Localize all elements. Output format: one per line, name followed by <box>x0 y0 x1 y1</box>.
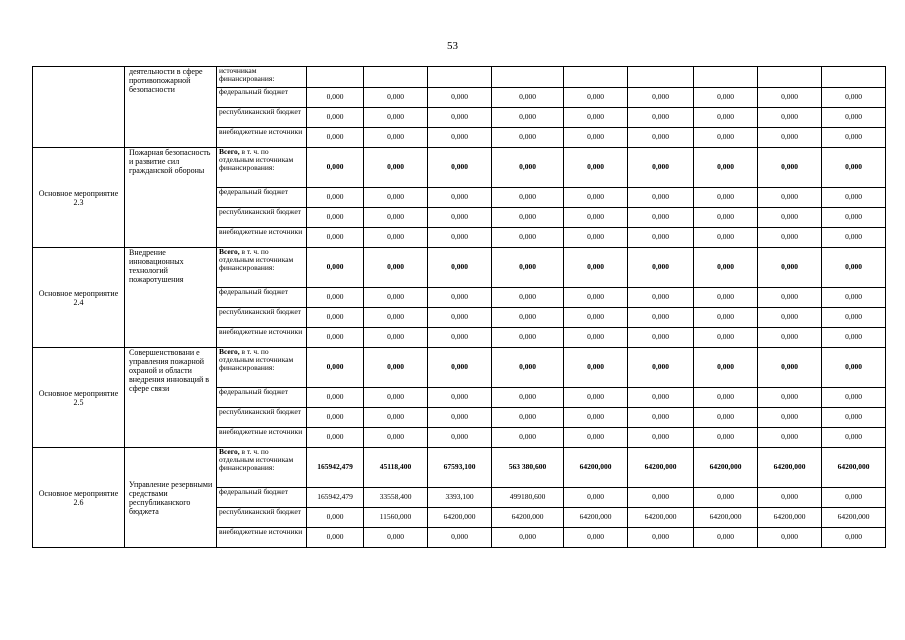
value-cell: 0,000 <box>428 388 492 408</box>
value-cell <box>822 67 886 88</box>
value-cell: 0,000 <box>492 228 564 248</box>
table-row <box>33 148 886 188</box>
value-cell: 0,000 <box>428 128 492 148</box>
funding-source-text: федеральный бюджет <box>219 487 289 496</box>
value-cell: 0,000 <box>628 528 694 548</box>
funding-source-text: в т. ч. по отдельным источникам финансирования: <box>219 447 294 473</box>
value-cell: 0,000 <box>307 328 364 348</box>
table-row <box>33 67 886 88</box>
value-cell: 0,000 <box>364 528 428 548</box>
value-cell: 0,000 <box>628 148 694 188</box>
value-cell: 0,000 <box>822 348 886 388</box>
value-cell: 0,000 <box>564 488 628 508</box>
funding-source-text: республиканский бюджет <box>219 307 301 316</box>
value-cell: 0,000 <box>822 308 886 328</box>
value-cell: 0,000 <box>628 208 694 228</box>
value-cell: 0,000 <box>492 528 564 548</box>
description-cell: Пожарная безопасность и развитие сил гражданской обороны <box>125 148 217 248</box>
value-cell: 0,000 <box>628 388 694 408</box>
value-cell: 0,000 <box>694 348 758 388</box>
value-cell: 0,000 <box>428 328 492 348</box>
value-cell <box>492 67 564 88</box>
value-cell: 0,000 <box>492 208 564 228</box>
value-cell: 0,000 <box>364 208 428 228</box>
value-cell: 0,000 <box>564 308 628 328</box>
funding-source-text: внебюджетные источники <box>219 127 303 136</box>
funding-source-text: федеральный бюджет <box>219 287 289 296</box>
value-cell: 0,000 <box>628 428 694 448</box>
funding-source-label <box>217 428 307 448</box>
funding-source-label <box>217 308 307 328</box>
funding-source-label <box>217 148 307 188</box>
value-cell: 0,000 <box>758 308 822 328</box>
value-cell: 0,000 <box>307 428 364 448</box>
funding-source-label <box>217 228 307 248</box>
value-cell: 0,000 <box>758 148 822 188</box>
funding-source-text: в т. ч. по отдельным источникам финансирования: <box>219 247 294 273</box>
value-cell: 64200,000 <box>628 508 694 528</box>
value-cell: 0,000 <box>564 248 628 288</box>
funding-source-label <box>217 108 307 128</box>
value-cell: 0,000 <box>364 228 428 248</box>
value-cell: 0,000 <box>307 408 364 428</box>
value-cell: 0,000 <box>628 128 694 148</box>
value-cell: 0,000 <box>307 248 364 288</box>
funding-source-label <box>217 488 307 508</box>
total-label-bold: Всего, <box>219 347 240 356</box>
value-cell: 0,000 <box>628 488 694 508</box>
value-cell: 0,000 <box>758 328 822 348</box>
value-cell: 0,000 <box>758 428 822 448</box>
value-cell: 0,000 <box>564 208 628 228</box>
value-cell: 0,000 <box>694 288 758 308</box>
value-cell: 0,000 <box>428 188 492 208</box>
value-cell: 0,000 <box>822 488 886 508</box>
value-cell: 0,000 <box>492 128 564 148</box>
value-cell: 0,000 <box>822 88 886 108</box>
value-cell: 0,000 <box>307 388 364 408</box>
value-cell: 0,000 <box>822 248 886 288</box>
value-cell: 64200,000 <box>428 508 492 528</box>
value-cell: 0,000 <box>428 88 492 108</box>
value-cell: 0,000 <box>364 88 428 108</box>
value-cell: 0,000 <box>694 248 758 288</box>
description-cell: Внедрение инновационных технологий пожаротушения <box>125 248 217 348</box>
value-cell: 0,000 <box>628 288 694 308</box>
value-cell: 0,000 <box>694 88 758 108</box>
funding-source-text: федеральный бюджет <box>219 87 289 96</box>
value-cell: 0,000 <box>307 108 364 128</box>
value-cell: 0,000 <box>758 248 822 288</box>
value-cell <box>628 67 694 88</box>
value-cell: 0,000 <box>822 128 886 148</box>
value-cell: 0,000 <box>564 528 628 548</box>
funding-source-label <box>217 328 307 348</box>
funding-source-text: республиканский бюджет <box>219 407 301 416</box>
value-cell: 0,000 <box>564 388 628 408</box>
description-cell: Совершенствовани е управления пожарной охраной и области внедрения инноваций в сфере связи <box>125 348 217 448</box>
value-cell: 0,000 <box>758 128 822 148</box>
activity-cell: Основное мероприятие 2.3 <box>33 148 125 248</box>
value-cell: 0,000 <box>428 288 492 308</box>
value-cell: 0,000 <box>564 128 628 148</box>
value-cell: 0,000 <box>758 188 822 208</box>
value-cell: 0,000 <box>307 348 364 388</box>
value-cell: 64200,000 <box>758 508 822 528</box>
value-cell: 0,000 <box>307 188 364 208</box>
value-cell: 0,000 <box>694 428 758 448</box>
value-cell: 0,000 <box>364 288 428 308</box>
funding-source-label <box>217 408 307 428</box>
value-cell: 0,000 <box>492 348 564 388</box>
table-row <box>33 248 886 288</box>
total-label-bold: Всего, <box>219 447 240 456</box>
value-cell: 0,000 <box>364 148 428 188</box>
value-cell: 0,000 <box>758 228 822 248</box>
value-cell: 64200,000 <box>492 508 564 528</box>
value-cell: 0,000 <box>492 328 564 348</box>
value-cell: 0,000 <box>307 528 364 548</box>
value-cell: 0,000 <box>628 108 694 128</box>
value-cell: 0,000 <box>694 308 758 328</box>
value-cell: 64200,000 <box>564 508 628 528</box>
value-cell: 64200,000 <box>628 448 694 488</box>
value-cell: 0,000 <box>364 308 428 328</box>
value-cell: 0,000 <box>307 128 364 148</box>
value-cell: 0,000 <box>564 228 628 248</box>
value-cell: 0,000 <box>307 208 364 228</box>
funding-source-label <box>217 508 307 528</box>
value-cell: 45118,400 <box>364 448 428 488</box>
budget-table <box>32 66 886 548</box>
funding-source-label <box>217 448 307 488</box>
value-cell: 0,000 <box>307 228 364 248</box>
value-cell: 0,000 <box>822 388 886 408</box>
value-cell: 64200,000 <box>694 448 758 488</box>
funding-source-label <box>217 348 307 388</box>
value-cell: 0,000 <box>758 288 822 308</box>
funding-source-text: внебюджетные источники <box>219 327 303 336</box>
value-cell: 0,000 <box>428 228 492 248</box>
funding-source-label <box>217 388 307 408</box>
page-number: 53 <box>447 40 458 52</box>
value-cell: 499180,600 <box>492 488 564 508</box>
value-cell: 0,000 <box>758 388 822 408</box>
value-cell: 0,000 <box>564 348 628 388</box>
value-cell: 0,000 <box>492 388 564 408</box>
value-cell: 0,000 <box>822 228 886 248</box>
value-cell: 165942,479 <box>307 448 364 488</box>
value-cell: 11560,000 <box>364 508 428 528</box>
value-cell: 0,000 <box>492 148 564 188</box>
value-cell: 0,000 <box>564 108 628 128</box>
value-cell: 0,000 <box>628 228 694 248</box>
funding-source-label <box>217 67 307 88</box>
value-cell: 0,000 <box>628 188 694 208</box>
value-cell: 0,000 <box>822 188 886 208</box>
value-cell: 64200,000 <box>822 508 886 528</box>
value-cell: 0,000 <box>758 408 822 428</box>
funding-source-text: внебюджетные источники <box>219 227 303 236</box>
value-cell <box>364 67 428 88</box>
value-cell: 3393,100 <box>428 488 492 508</box>
activity-cell: Основное мероприятие 2.6 <box>33 448 125 548</box>
description-cell: Управление резервными средствами республиканского бюджета <box>125 448 217 548</box>
value-cell: 0,000 <box>628 328 694 348</box>
value-cell: 0,000 <box>564 408 628 428</box>
value-cell: 0,000 <box>364 408 428 428</box>
funding-source-text: республиканский бюджет <box>219 107 301 116</box>
activity-cell <box>33 67 125 148</box>
value-cell: 0,000 <box>564 428 628 448</box>
funding-source-text: внебюджетные источники <box>219 527 303 536</box>
value-cell: 0,000 <box>758 488 822 508</box>
value-cell: 0,000 <box>758 528 822 548</box>
value-cell: 0,000 <box>492 248 564 288</box>
funding-source-text: республиканский бюджет <box>219 507 301 516</box>
total-label-bold: Всего, <box>219 247 240 256</box>
value-cell: 0,000 <box>758 348 822 388</box>
value-cell: 0,000 <box>694 148 758 188</box>
value-cell: 0,000 <box>364 188 428 208</box>
funding-source-label <box>217 188 307 208</box>
value-cell: 0,000 <box>758 108 822 128</box>
value-cell: 0,000 <box>758 88 822 108</box>
value-cell: 0,000 <box>628 308 694 328</box>
value-cell: 0,000 <box>428 528 492 548</box>
value-cell: 0,000 <box>628 248 694 288</box>
value-cell <box>428 67 492 88</box>
value-cell: 0,000 <box>492 428 564 448</box>
funding-source-text: в т. ч. по отдельным источникам финансирования: <box>219 147 294 173</box>
value-cell: 0,000 <box>428 408 492 428</box>
total-label-bold: Всего, <box>219 147 240 156</box>
activity-cell: Основное мероприятие 2.4 <box>33 248 125 348</box>
value-cell: 0,000 <box>428 148 492 188</box>
value-cell: 0,000 <box>628 408 694 428</box>
value-cell: 0,000 <box>307 148 364 188</box>
value-cell: 0,000 <box>694 188 758 208</box>
value-cell: 0,000 <box>428 308 492 328</box>
value-cell: 0,000 <box>822 428 886 448</box>
value-cell: 0,000 <box>628 348 694 388</box>
value-cell: 0,000 <box>822 528 886 548</box>
value-cell: 0,000 <box>428 428 492 448</box>
value-cell: 64200,000 <box>822 448 886 488</box>
value-cell: 0,000 <box>822 108 886 128</box>
value-cell: 0,000 <box>492 308 564 328</box>
value-cell: 165942,479 <box>307 488 364 508</box>
funding-source-label <box>217 528 307 548</box>
activity-cell: Основное мероприятие 2.5 <box>33 348 125 448</box>
funding-source-label <box>217 208 307 228</box>
table-row <box>33 348 886 388</box>
value-cell: 0,000 <box>364 328 428 348</box>
value-cell: 0,000 <box>492 108 564 128</box>
value-cell: 0,000 <box>822 208 886 228</box>
funding-source-text: внебюджетные источники <box>219 427 303 436</box>
value-cell: 0,000 <box>492 88 564 108</box>
value-cell: 0,000 <box>564 148 628 188</box>
funding-source-text: федеральный бюджет <box>219 387 289 396</box>
value-cell: 0,000 <box>694 408 758 428</box>
value-cell: 0,000 <box>822 328 886 348</box>
value-cell: 0,000 <box>364 428 428 448</box>
value-cell: 0,000 <box>364 248 428 288</box>
value-cell: 67593,100 <box>428 448 492 488</box>
funding-source-label <box>217 128 307 148</box>
value-cell: 0,000 <box>364 388 428 408</box>
value-cell: 0,000 <box>758 208 822 228</box>
value-cell <box>694 67 758 88</box>
funding-source-label <box>217 88 307 108</box>
funding-source-text: в т. ч. по отдельным источникам финансирования: <box>219 347 294 373</box>
value-cell: 0,000 <box>564 88 628 108</box>
value-cell: 0,000 <box>307 288 364 308</box>
value-cell <box>307 67 364 88</box>
description-cell: деятельности в сфере противопожарной безопасности <box>125 67 217 148</box>
table-row <box>33 448 886 488</box>
value-cell: 0,000 <box>428 248 492 288</box>
value-cell: 0,000 <box>428 348 492 388</box>
funding-source-text: республиканский бюджет <box>219 207 301 216</box>
value-cell: 563 380,600 <box>492 448 564 488</box>
value-cell: 0,000 <box>628 88 694 108</box>
value-cell: 0,000 <box>694 108 758 128</box>
value-cell: 0,000 <box>364 128 428 148</box>
funding-source-text: федеральный бюджет <box>219 187 289 196</box>
value-cell: 0,000 <box>364 108 428 128</box>
value-cell: 0,000 <box>822 148 886 188</box>
funding-source-label <box>217 248 307 288</box>
value-cell: 33558,400 <box>364 488 428 508</box>
value-cell: 0,000 <box>564 188 628 208</box>
value-cell: 0,000 <box>694 208 758 228</box>
value-cell: 0,000 <box>307 308 364 328</box>
value-cell: 64200,000 <box>694 508 758 528</box>
value-cell: 0,000 <box>492 288 564 308</box>
value-cell: 0,000 <box>694 528 758 548</box>
funding-source-text: источникам финансирования: <box>219 66 275 84</box>
value-cell: 0,000 <box>492 188 564 208</box>
value-cell: 0,000 <box>564 328 628 348</box>
value-cell <box>758 67 822 88</box>
value-cell: 0,000 <box>428 108 492 128</box>
value-cell: 0,000 <box>307 88 364 108</box>
value-cell: 0,000 <box>694 328 758 348</box>
value-cell: 0,000 <box>364 348 428 388</box>
value-cell: 0,000 <box>822 408 886 428</box>
value-cell: 0,000 <box>694 128 758 148</box>
value-cell: 0,000 <box>694 488 758 508</box>
value-cell: 0,000 <box>694 388 758 408</box>
value-cell: 64200,000 <box>758 448 822 488</box>
value-cell: 0,000 <box>492 408 564 428</box>
value-cell: 0,000 <box>694 228 758 248</box>
value-cell: 64200,000 <box>564 448 628 488</box>
value-cell: 0,000 <box>307 508 364 528</box>
value-cell: 0,000 <box>822 288 886 308</box>
value-cell: 0,000 <box>428 208 492 228</box>
value-cell <box>564 67 628 88</box>
funding-source-label <box>217 288 307 308</box>
value-cell: 0,000 <box>564 288 628 308</box>
